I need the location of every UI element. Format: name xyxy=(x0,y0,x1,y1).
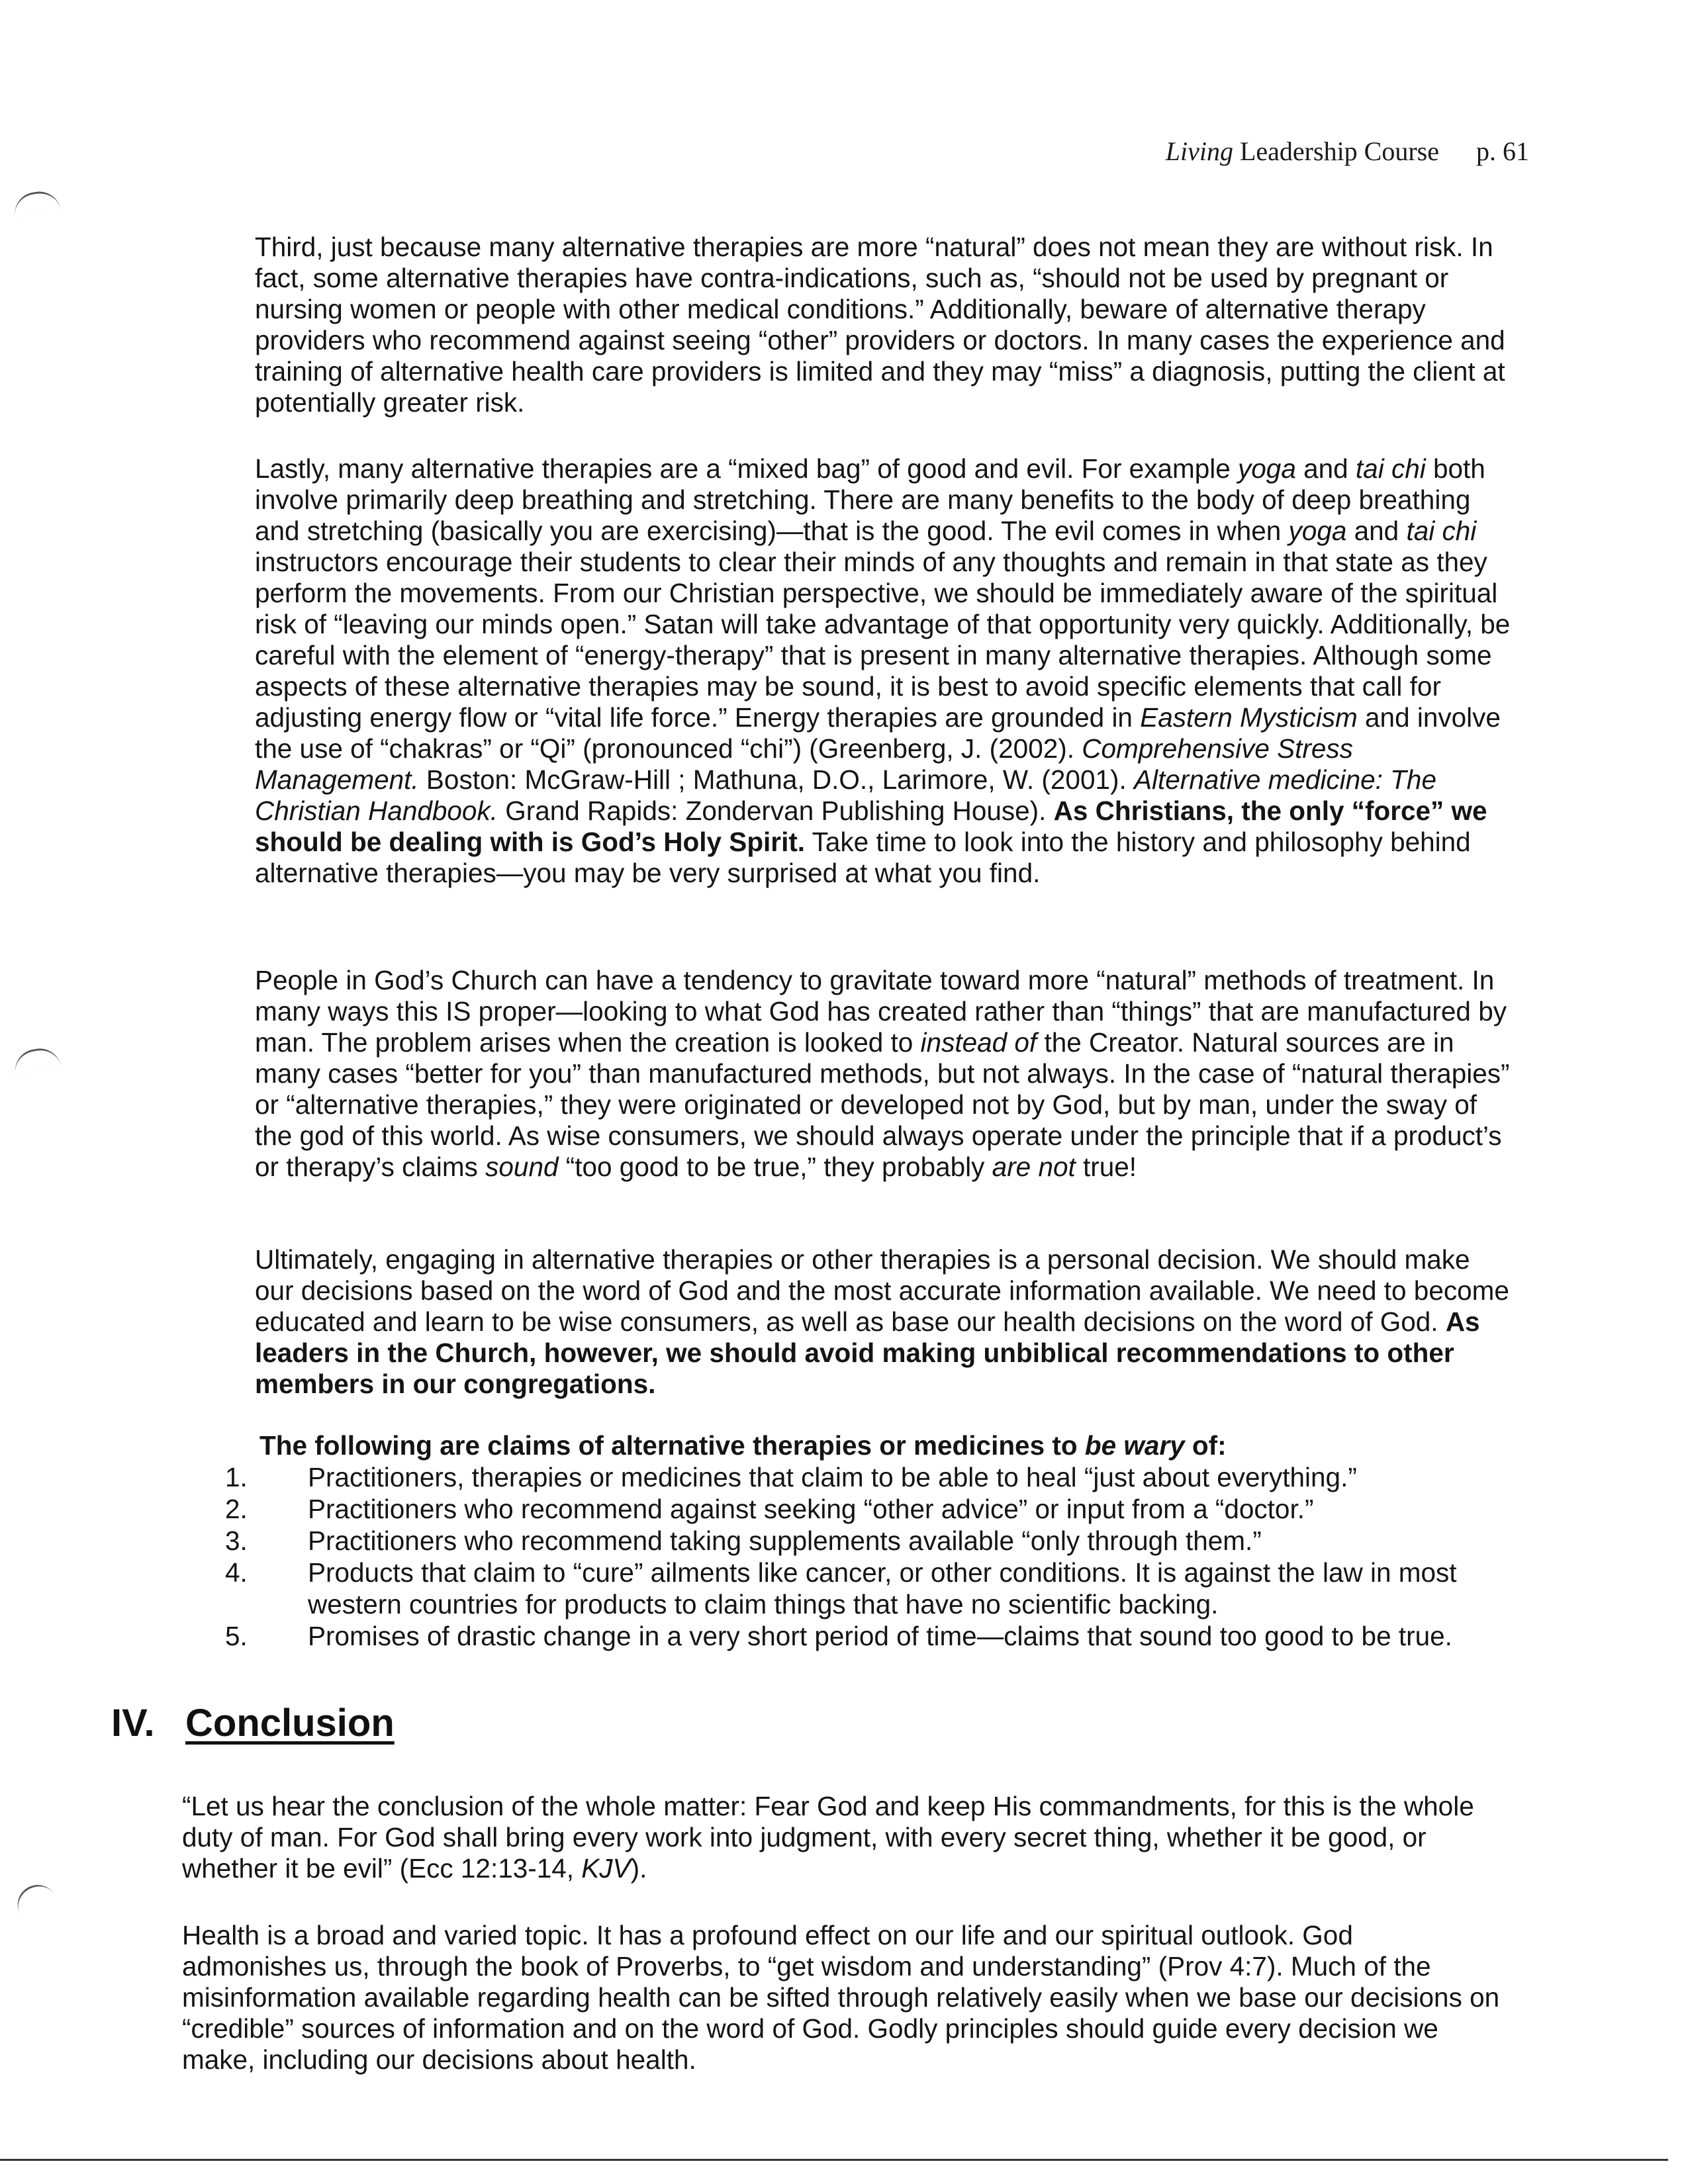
paragraph-health xyxy=(182,1920,1503,2075)
course-title-italic: Living xyxy=(1165,136,1233,166)
italic-run: tai chi xyxy=(1406,516,1477,546)
italic-run: instead of xyxy=(920,1027,1037,1058)
list-text: Practitioners, therapies or medicines that claim to be able to heal “just about everything.” xyxy=(308,1462,1357,1492)
list-item xyxy=(225,1620,1523,1652)
text-run: both involve primarily deep breathing and stretching. There are many benefits to the body of deep breathing and stretching (basically you are exercising)—that is the good. The evil comes in when xyxy=(255,453,1485,546)
heading-italic-run: be wary xyxy=(1084,1430,1185,1461)
list-item xyxy=(225,1493,1523,1525)
paragraph-text: Health is a broad and varied topic. It has a profound effect on our life and our spiritual outlook. God admonishes us, through the book of Proverbs, to “get wisdom and understanding” (Prov 4:7). Much of the misinformation available regarding health can be sifted through relatively easily when we base our decisions on “credible” sources of information and on the word of God. Godly principles should guide every decision we make, including our decisions about health. xyxy=(182,1920,1500,2075)
paragraph-text xyxy=(255,453,1516,889)
paragraph-text: Third, just because many alternative therapies are more “natural” does not mean they are without risk. In fact, some alternative therapies have contra-indications, such as, “should not be used by pregnant or nursing women or people with other medical conditions.” Additionally, beware of alternative therapy providers who recommend against seeing “other” providers or doctors. In many cases the experience and training of alternative health care providers is limited and they may “miss” a diagnosis, putting the client at potentially greater risk. xyxy=(255,232,1505,418)
course-title-rest: Leadership Course xyxy=(1233,136,1439,166)
text-run: ). xyxy=(630,1853,647,1884)
italic-run: Alternative medicine: The Christian Handbook. xyxy=(255,764,1436,826)
list-text: Practitioners who recommend taking supplements available “only through them.” xyxy=(308,1525,1262,1556)
heading-run: The following are claims of alternative therapies or medicines to xyxy=(259,1430,1085,1461)
binder-hole-mark xyxy=(12,1045,62,1075)
text-run: true! xyxy=(1075,1152,1137,1182)
paragraph-lastly xyxy=(255,453,1516,889)
list-text: Promises of drastic change in a very short period of time—claims that sound too good to be true. xyxy=(308,1621,1452,1651)
course-title xyxy=(1166,136,1439,166)
paragraph-third xyxy=(255,232,1516,418)
text-run: People in God’s Church can have a tendency to gravitate toward more “natural” methods of treatment. In many ways this IS proper—looking to what God has created rather than “things” that are manufactured by man. The problem arises when the creation is looked to xyxy=(255,965,1507,1058)
text-run: and xyxy=(1295,453,1356,484)
text-run: Take time to look into the history and philosophy behind alternative therapies—you may be very surprised at what you find. xyxy=(255,827,1471,888)
list-item xyxy=(225,1461,1523,1493)
text-run: instructors encourage their students to clear their minds of any thoughts and remain in that state as they perform the movements. From our Christian perspective, we should be immediately aware of the spiritual risk of “leaving our minds open.” Satan will take advantage of that opportunity very quickly. Additionally, be careful with the element of “energy-therapy” that is present in many alternative therapies. Although some aspects of these alternative therapies may be sound, it is best to avoid specific elements that call for adjusting energy flow or “vital life force.” Energy therapies are grounded in xyxy=(255,547,1511,733)
section-numeral: IV. xyxy=(111,1702,155,1745)
paragraph-people xyxy=(255,965,1516,1183)
paragraph-text xyxy=(255,965,1516,1183)
text-run: the Creator. Natural sources are in many cases “better for you” than manufactured methods, but not always. In the case of “natural therapies” or “alternative therapies,” they were originated or developed not by God, but by man, under the sway of the god of this world. As wise consumers, we should always operate under the principle that if a product’s or therapy’s claims xyxy=(255,1027,1510,1182)
paragraph-ultimately xyxy=(255,1244,1516,1400)
paragraph-text xyxy=(182,1791,1499,1884)
text-run: Grand Rapids: Zondervan Publishing House). xyxy=(497,796,1054,826)
claims-list-section xyxy=(225,1430,1523,1652)
list-number: 3. xyxy=(225,1525,248,1556)
list-text: Practitioners who recommend against seeking “other advice” or input from a “doctor.” xyxy=(308,1494,1314,1524)
page-number: p. 61 xyxy=(1476,136,1529,166)
text-run: Lastly, many alternative therapies are a “mixed bag” of good and evil. For example xyxy=(255,453,1239,484)
list-item xyxy=(225,1525,1523,1557)
binder-hole-mark xyxy=(12,189,61,216)
text-run: “Let us hear the conclusion of the whole matter: Fear God and keep His commandments, for this is the whole duty of man. For God shall bring every work into judgment, with every secret thing, whether it be good, or whether it be evil” (Ecc 12:13-14, xyxy=(182,1791,1474,1884)
list-item xyxy=(225,1557,1523,1620)
italic-run: yoga xyxy=(1238,453,1296,484)
claims-list xyxy=(225,1461,1523,1652)
paragraph-conclusion-quote xyxy=(182,1791,1499,1884)
italic-run: yoga xyxy=(1288,516,1347,546)
bottom-rule-divider xyxy=(0,2159,1668,2161)
italic-run: Comprehensive Stress Management. xyxy=(255,733,1353,795)
italic-run: are not xyxy=(992,1152,1076,1182)
section-heading-conclusion xyxy=(111,1701,395,1745)
list-number: 5. xyxy=(225,1621,248,1651)
text-run: Ultimately, engaging in alternative therapies or other therapies is a personal decision. We should make our decisions based on the word of God and the most accurate information available. We need to become educated and learn to be wise consumers, as well as base our health decisions on the word of God. xyxy=(255,1244,1509,1337)
bold-run: As leaders in the Church, however, we should avoid making unbiblical recommendations to other members in our congregations. xyxy=(255,1306,1480,1399)
claims-heading xyxy=(259,1430,1523,1461)
italic-run: Eastern Mysticism xyxy=(1140,702,1358,733)
section-title: Conclusion xyxy=(185,1702,395,1745)
text-run: Boston: McGraw-Hill ; Mathuna, D.O., Larimore, W. (2001). xyxy=(418,764,1134,795)
bold-run: As Christians, the only “force” we should be dealing with is God’s Holy Spirit. xyxy=(255,796,1487,857)
list-text: Products that claim to “cure” ailments like cancer, or other conditions. It is against the law in most western countries for products to claim things that have no scientific backing. xyxy=(308,1557,1457,1619)
text-run: “too good to be true,” they probably xyxy=(558,1152,992,1182)
list-number: 4. xyxy=(225,1557,248,1588)
italic-run: sound xyxy=(485,1152,559,1182)
text-run: and xyxy=(1346,516,1407,546)
binder-hole-mark xyxy=(11,1878,56,1917)
italic-run: KJV xyxy=(581,1853,631,1884)
text-run: and involve the use of “chakras” or “Qi” (pronounced “chi”) (Greenberg, J. (2002). xyxy=(255,702,1501,764)
heading-run: of: xyxy=(1184,1430,1227,1461)
paragraph-text xyxy=(255,1244,1516,1400)
list-number: 1. xyxy=(225,1462,248,1492)
list-number: 2. xyxy=(225,1494,248,1524)
page-header xyxy=(1166,136,1529,167)
italic-run: tai chi xyxy=(1355,453,1426,484)
